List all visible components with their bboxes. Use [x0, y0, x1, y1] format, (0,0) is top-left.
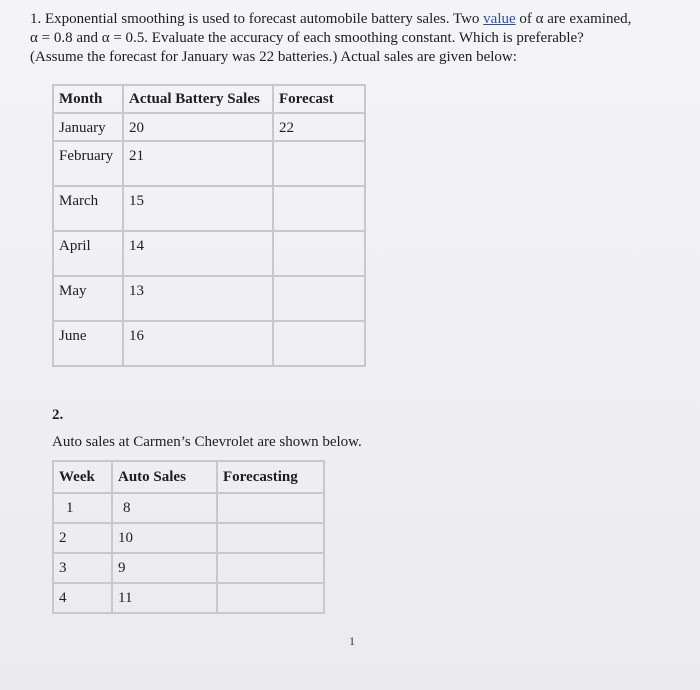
week-cell: 2 [53, 523, 112, 553]
forecast-cell [217, 523, 324, 553]
month-cell: January [53, 113, 123, 141]
value-link[interactable]: value [483, 11, 516, 27]
month-cell: April [53, 231, 123, 276]
header-actual-battery-sales: Actual Battery Sales [123, 85, 273, 113]
sales-cell: 14 [123, 231, 273, 276]
week-cell: 4 [53, 583, 112, 613]
forecast-cell [273, 276, 365, 321]
battery-sales-table [52, 84, 366, 367]
table-row [53, 186, 365, 231]
question-1-line-1: 1. Exponential smoothing is used to forecast automobile battery sales. Two value of α are examined, [30, 11, 632, 27]
table-row [53, 141, 365, 186]
header-auto-sales: Auto Sales [112, 461, 217, 493]
table-row [53, 523, 324, 553]
week-cell: 3 [53, 553, 112, 583]
sales-cell: 9 [112, 553, 217, 583]
sales-cell: 21 [123, 141, 273, 186]
table-row [53, 493, 324, 523]
question-1-line-2: α = 0.8 and α = 0.5. Evaluate the accuracy of each smoothing constant. Which is preferable? [30, 30, 584, 46]
question-2-text: Auto sales at Carmen’s Chevrolet are shown below. [52, 434, 362, 450]
forecast-cell [273, 186, 365, 231]
table-row [53, 583, 324, 613]
sales-cell: 16 [123, 321, 273, 366]
forecast-cell [273, 321, 365, 366]
page-number: 1 [349, 634, 355, 648]
question-1-line-3: (Assume the forecast for January was 22 batteries.) Actual sales are given below: [30, 49, 517, 65]
month-cell: May [53, 276, 123, 321]
header-week: Week [53, 461, 112, 493]
table-row [53, 231, 365, 276]
forecast-cell [273, 141, 365, 186]
header-month: Month [53, 85, 123, 113]
table-row [53, 553, 324, 583]
month-cell: February [53, 141, 123, 186]
forecast-cell [273, 231, 365, 276]
month-cell: June [53, 321, 123, 366]
table-row [53, 276, 365, 321]
auto-sales-table [52, 460, 325, 614]
header-forecast: Forecast [273, 85, 365, 113]
question-1-text [30, 10, 670, 67]
table-row [53, 113, 365, 141]
table-header-row [53, 461, 324, 493]
sales-cell: 8 [112, 493, 217, 523]
week-cell: 1 [53, 493, 112, 523]
sales-cell: 15 [123, 186, 273, 231]
month-cell: March [53, 186, 123, 231]
header-forecasting: Forecasting [217, 461, 324, 493]
forecast-cell: 22 [273, 113, 365, 141]
sales-cell: 10 [112, 523, 217, 553]
table-header-row [53, 85, 365, 113]
sales-cell: 20 [123, 113, 273, 141]
sales-cell: 13 [123, 276, 273, 321]
sales-cell: 11 [112, 583, 217, 613]
table-row [53, 321, 365, 366]
forecast-cell [217, 583, 324, 613]
forecast-cell [217, 493, 324, 523]
forecast-cell [217, 553, 324, 583]
question-2-number: 2. [52, 407, 64, 423]
